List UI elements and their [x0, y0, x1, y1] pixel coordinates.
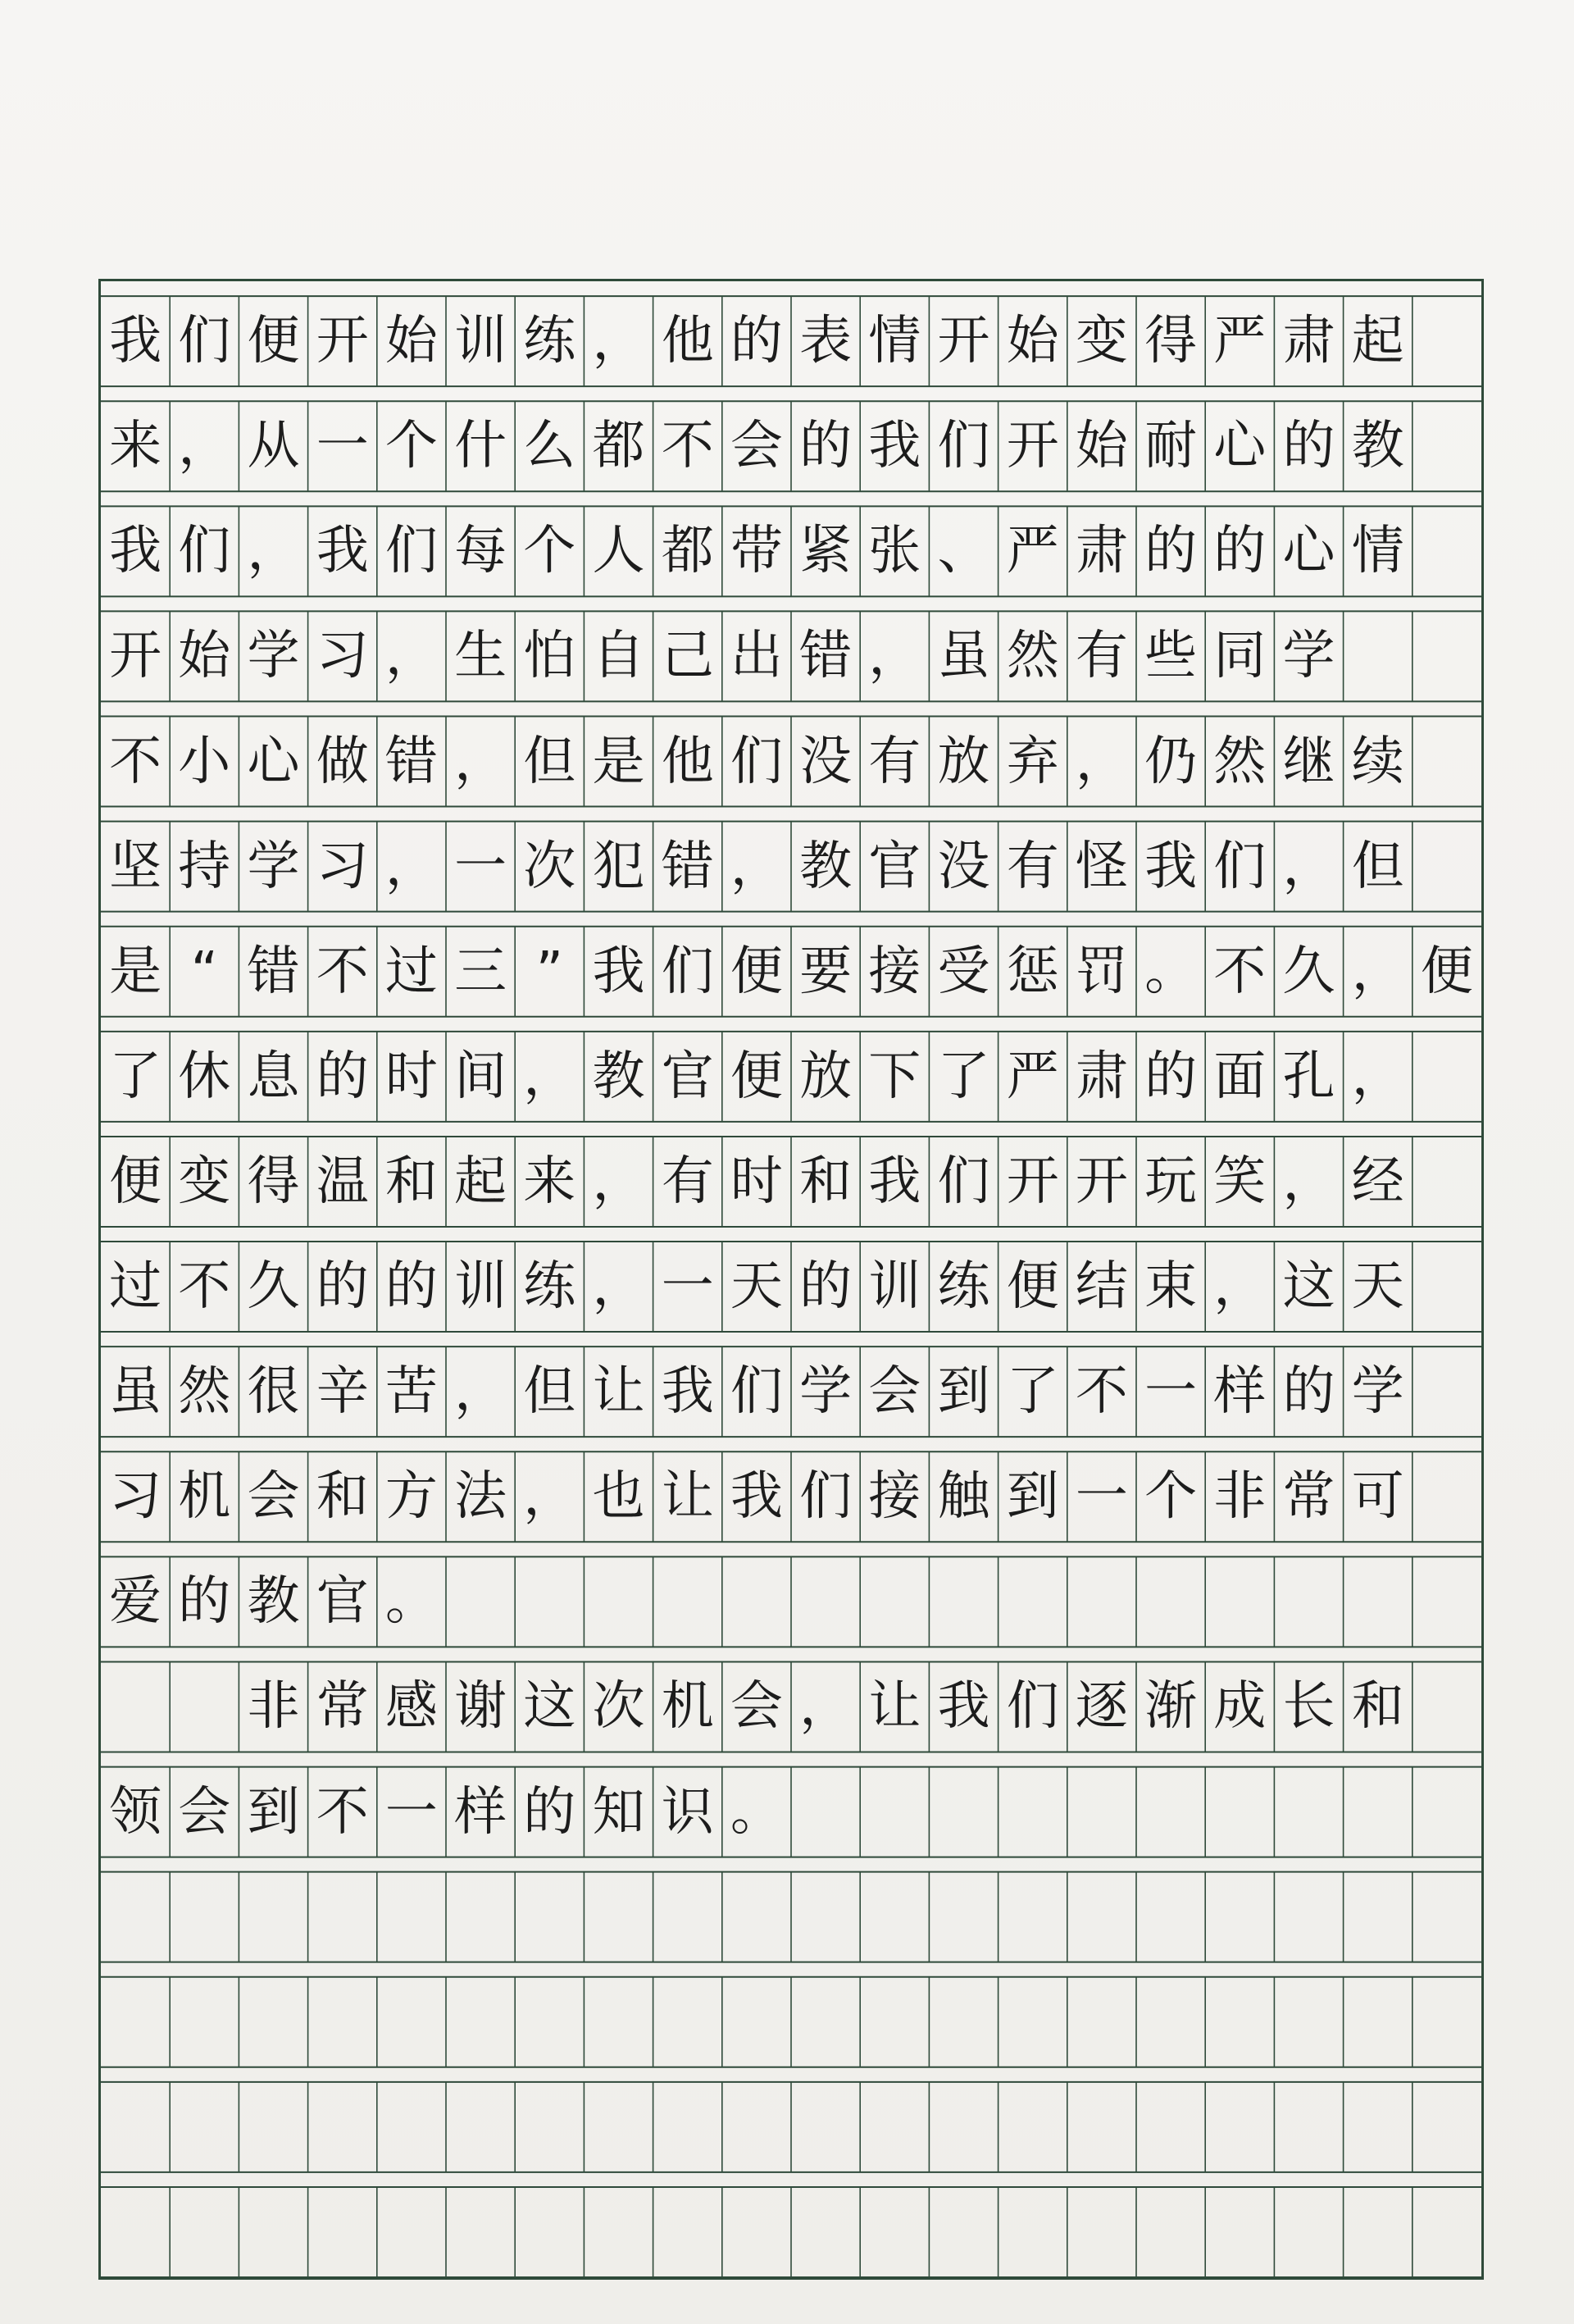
text-char: 和 [1351, 1676, 1404, 1738]
text-char: ” [535, 941, 563, 1002]
text-char: 我 [730, 1466, 783, 1528]
text-char: ， [1351, 941, 1404, 1002]
text-char: 我 [937, 1676, 990, 1738]
text-char: 们 [661, 941, 714, 1002]
text-char: 领 [109, 1781, 162, 1843]
text-char: 次 [592, 1676, 645, 1738]
text-char: “ [190, 941, 218, 1002]
text-char: 然 [178, 1361, 231, 1423]
text-char: 一 [661, 1256, 714, 1318]
text-char: 便 [1006, 1256, 1059, 1318]
text-char: 会 [247, 1466, 300, 1528]
text-char: 心 [1282, 521, 1335, 582]
text-char: 带 [730, 521, 783, 582]
text-char: 和 [316, 1466, 369, 1528]
text-char: 这 [1282, 1256, 1335, 1318]
text-char: 错 [384, 731, 438, 792]
text-char: 生 [454, 626, 507, 687]
text-char: 的 [178, 1571, 231, 1633]
text-char: 感 [384, 1676, 438, 1738]
text-char: 可 [1351, 1466, 1404, 1528]
text-char: 他 [661, 311, 714, 372]
text-char: 学 [247, 626, 300, 687]
text-char: 和 [799, 1151, 853, 1212]
text-char: 触 [937, 1466, 990, 1528]
text-char: 们 [799, 1466, 853, 1528]
text-char: 但 [523, 1361, 576, 1423]
text-char: 长 [1282, 1676, 1335, 1738]
text-char: 个 [523, 521, 576, 582]
text-char: 逐 [1075, 1676, 1128, 1738]
text-char: ， [1075, 731, 1128, 792]
text-char: 的 [799, 1256, 853, 1318]
text-char: 会 [868, 1361, 921, 1423]
text-char: 开 [1075, 1151, 1128, 1212]
text-char: ， [799, 1676, 853, 1738]
text-char: 不 [1075, 1361, 1128, 1423]
text-char: 息 [247, 1046, 300, 1107]
text-char: 很 [247, 1361, 300, 1423]
text-char: ， [1213, 1256, 1267, 1318]
text-char: 。 [384, 1571, 438, 1633]
text-char: 张 [868, 521, 921, 582]
text-char: 三 [454, 941, 507, 1002]
text-char: 们 [937, 416, 990, 477]
text-char: 休 [178, 1046, 231, 1107]
text-char: 会 [730, 416, 783, 477]
text-char: 训 [454, 311, 507, 372]
text-char: 续 [1351, 731, 1404, 792]
text-char: 放 [937, 731, 990, 792]
text-char: 间 [454, 1046, 507, 1107]
text-char: 学 [1351, 1361, 1404, 1423]
text-char: 小 [178, 731, 231, 792]
text-char: 弃 [1006, 731, 1059, 792]
text-char: 官 [316, 1571, 369, 1633]
text-char: 们 [384, 521, 438, 582]
text-char: ， [454, 1361, 507, 1423]
text-char: 己 [661, 626, 714, 687]
text-char: ， [178, 416, 231, 477]
text-char: 持 [178, 836, 231, 897]
text-char: 同 [1213, 626, 1267, 687]
text-char: 教 [1351, 416, 1404, 477]
text-char: 也 [592, 1466, 645, 1528]
text-char: 天 [1351, 1256, 1404, 1318]
text-char: 情 [1351, 521, 1404, 582]
text-char: 玩 [1144, 1151, 1198, 1212]
text-char: 什 [454, 416, 507, 477]
text-char: 开 [109, 626, 162, 687]
text-char: 让 [592, 1361, 645, 1423]
text-char: 我 [316, 521, 369, 582]
text-char: 训 [868, 1256, 921, 1318]
text-char: ， [730, 836, 783, 897]
text-char: 束 [1144, 1256, 1198, 1318]
text-char: 我 [109, 311, 162, 372]
text-char: 习 [109, 1466, 162, 1528]
text-char: 天 [730, 1256, 783, 1318]
text-char: 情 [868, 311, 921, 372]
text-char: 学 [1282, 626, 1335, 687]
text-char: 我 [868, 1151, 921, 1212]
text-char: 爱 [109, 1571, 162, 1633]
text-char: 但 [523, 731, 576, 792]
text-char: 怪 [1075, 836, 1128, 897]
text-char: 辛 [316, 1361, 369, 1423]
text-char: 们 [730, 1361, 783, 1423]
text-char: 起 [454, 1151, 507, 1212]
text-char: 时 [730, 1151, 783, 1212]
text-char: 会 [178, 1781, 231, 1843]
text-char: 开 [1006, 1151, 1059, 1212]
text-char: 练 [523, 311, 576, 372]
text-char: ， [523, 1046, 576, 1107]
text-char: 做 [316, 731, 369, 792]
text-char: 肃 [1075, 521, 1128, 582]
text-char: 面 [1213, 1046, 1267, 1107]
text-char: 惩 [1006, 941, 1059, 1002]
text-char: 学 [799, 1361, 853, 1423]
text-char: 了 [937, 1046, 990, 1107]
text-char: 的 [523, 1781, 576, 1843]
text-char: 这 [523, 1676, 576, 1738]
text-char: 一 [384, 1781, 438, 1843]
text-char: 让 [868, 1676, 921, 1738]
text-char: 的 [730, 311, 783, 372]
text-char: 们 [1006, 1676, 1059, 1738]
text-char: 一 [316, 416, 369, 477]
text-char: 经 [1351, 1151, 1404, 1212]
text-char: 到 [937, 1361, 990, 1423]
text-char: 肃 [1075, 1046, 1128, 1107]
text-char: 变 [178, 1151, 231, 1212]
text-char: 识 [661, 1781, 714, 1843]
text-char: 习 [316, 836, 369, 897]
text-char: 没 [937, 836, 990, 897]
text-char: 常 [1282, 1466, 1335, 1528]
text-char: 不 [316, 941, 369, 1002]
text-char: 有 [1075, 626, 1128, 687]
text-char: 我 [868, 416, 921, 477]
text-char: 都 [661, 521, 714, 582]
text-char: 机 [661, 1676, 714, 1738]
text-char: 始 [384, 311, 438, 372]
text-char: 开 [316, 311, 369, 372]
text-char: 要 [799, 941, 853, 1002]
text-char: 罚 [1075, 941, 1128, 1002]
text-char: 不 [1213, 941, 1267, 1002]
text-char: 但 [1351, 836, 1404, 897]
text-char: 知 [592, 1781, 645, 1843]
text-char: 和 [384, 1151, 438, 1212]
text-char: 教 [247, 1571, 300, 1633]
text-char: 过 [384, 941, 438, 1002]
text-char: ， [523, 1466, 576, 1528]
text-char [174, 1661, 234, 1752]
text-char: 会 [730, 1676, 783, 1738]
text-char: 始 [178, 626, 231, 687]
text-char: 练 [523, 1256, 576, 1318]
text-char: 始 [1006, 311, 1059, 372]
text-char [105, 1661, 166, 1752]
text-char: 不 [109, 731, 162, 792]
text-char: 我 [109, 521, 162, 582]
text-char: 的 [1282, 1361, 1335, 1423]
text-char: 开 [937, 311, 990, 372]
text-char: 们 [178, 521, 231, 582]
text-char: 放 [799, 1046, 853, 1107]
text-char: 到 [247, 1781, 300, 1843]
text-char: ， [592, 1151, 645, 1212]
text-char: 不 [661, 416, 714, 477]
text-char: 下 [868, 1046, 921, 1107]
text-char: 表 [799, 311, 853, 372]
text-char: 严 [1006, 1046, 1059, 1107]
text-char: 笑 [1213, 1151, 1267, 1212]
text-char: 心 [1213, 416, 1267, 477]
text-char: 来 [523, 1151, 576, 1212]
text-char: 仍 [1144, 731, 1198, 792]
text-char: 然 [1006, 626, 1059, 687]
text-char: 起 [1351, 311, 1404, 372]
text-char: 教 [592, 1046, 645, 1107]
text-char: ， [384, 626, 438, 687]
text-char: 方 [384, 1466, 438, 1528]
text-char: 久 [1282, 941, 1335, 1002]
text-char: ， [868, 626, 921, 687]
text-char: 官 [661, 1046, 714, 1107]
text-char: 谢 [454, 1676, 507, 1738]
text-char: 、 [937, 521, 990, 582]
text-char: 耐 [1144, 416, 1198, 477]
text-char: 官 [868, 836, 921, 897]
text-char: 是 [592, 731, 645, 792]
text-char: 我 [661, 1361, 714, 1423]
writing-grid [98, 279, 1484, 2280]
text-char: 继 [1282, 731, 1335, 792]
text-char: 来 [109, 416, 162, 477]
text-char: 一 [1144, 1361, 1198, 1423]
text-char: 们 [1213, 836, 1267, 897]
text-char: 他 [661, 731, 714, 792]
text-char: 便 [1420, 941, 1473, 1002]
text-char: 渐 [1144, 1676, 1198, 1738]
text-char: 都 [592, 416, 645, 477]
text-char: ， [384, 836, 438, 897]
text-char: 犯 [592, 836, 645, 897]
text-char: 苦 [384, 1361, 438, 1423]
text-char: 次 [523, 836, 576, 897]
text-char: 结 [1075, 1256, 1128, 1318]
text-char: 教 [799, 836, 853, 897]
text-char: 了 [1006, 1361, 1059, 1423]
text-char: 便 [730, 1046, 783, 1107]
text-char: 受 [937, 941, 990, 1002]
text-char: 些 [1144, 626, 1198, 687]
text-char: 怕 [523, 626, 576, 687]
text-char: 接 [868, 941, 921, 1002]
text-char: 出 [730, 626, 783, 687]
text-char: 我 [592, 941, 645, 1002]
text-char: 的 [1282, 416, 1335, 477]
text-char: 错 [661, 836, 714, 897]
text-char: 机 [178, 1466, 231, 1528]
text-char: 让 [661, 1466, 714, 1528]
text-char: 虽 [937, 626, 990, 687]
text-char: ， [1282, 836, 1335, 897]
text-char: 不 [316, 1781, 369, 1843]
text-char: 的 [799, 416, 853, 477]
text-char: 有 [661, 1151, 714, 1212]
text-char: 我 [1144, 836, 1198, 897]
text-char: 便 [109, 1151, 162, 1212]
text-char: 然 [1213, 731, 1267, 792]
text-char: 非 [1213, 1466, 1267, 1528]
text-char: 们 [730, 731, 783, 792]
text-char: 了 [109, 1046, 162, 1107]
text-char: 练 [937, 1256, 990, 1318]
text-char: 坚 [109, 836, 162, 897]
text-char: 成 [1213, 1676, 1267, 1738]
text-char: 法 [454, 1466, 507, 1528]
text-char: 一 [1075, 1466, 1128, 1528]
text-char: 们 [178, 311, 231, 372]
text-char: 到 [1006, 1466, 1059, 1528]
text-char: ， [592, 311, 645, 372]
text-char: 开 [1006, 416, 1059, 477]
text-char: ， [454, 731, 507, 792]
text-char: 时 [384, 1046, 438, 1107]
text-char: ， [1282, 1151, 1335, 1212]
text-char: 过 [109, 1256, 162, 1318]
text-char: 虽 [109, 1361, 162, 1423]
text-char: 个 [1144, 1466, 1198, 1528]
text-char: ， [247, 521, 300, 582]
text-char: 有 [868, 731, 921, 792]
text-char: 严 [1006, 521, 1059, 582]
text-char: 的 [1144, 521, 1198, 582]
text-char: 便 [730, 941, 783, 1002]
text-char: 肃 [1282, 311, 1335, 372]
text-char: ， [592, 1256, 645, 1318]
text-char: 严 [1213, 311, 1267, 372]
text-char: 紧 [799, 521, 853, 582]
text-char: 孔 [1282, 1046, 1335, 1107]
text-char: 的 [1213, 521, 1267, 582]
text-char: 的 [316, 1256, 369, 1318]
text-char: 久 [247, 1256, 300, 1318]
text-char: 们 [937, 1151, 990, 1212]
text-char: 从 [247, 416, 300, 477]
text-char: 得 [247, 1151, 300, 1212]
text-char: 人 [592, 521, 645, 582]
text-char: 的 [1144, 1046, 1198, 1107]
grid-lines [101, 281, 1481, 2277]
text-char: 便 [247, 311, 300, 372]
text-char: 么 [523, 416, 576, 477]
text-char: ， [1351, 1046, 1404, 1107]
text-char: 一 [454, 836, 507, 897]
text-char: 的 [316, 1046, 369, 1107]
text-char: 。 [1144, 941, 1198, 1002]
text-char: 始 [1075, 416, 1128, 477]
text-char: 心 [247, 731, 300, 792]
text-char: 个 [384, 416, 438, 477]
text-char: 不 [178, 1256, 231, 1318]
text-char: 样 [1213, 1361, 1267, 1423]
text-char: 学 [247, 836, 300, 897]
text-char: 错 [247, 941, 300, 1002]
text-char: 训 [454, 1256, 507, 1318]
text-char: 是 [109, 941, 162, 1002]
text-char: 常 [316, 1676, 369, 1738]
text-char: 非 [247, 1676, 300, 1738]
text-char: 每 [454, 521, 507, 582]
text-char: 的 [384, 1256, 438, 1318]
text-char: 。 [730, 1781, 783, 1843]
text-char: 得 [1144, 311, 1198, 372]
text-char: 自 [592, 626, 645, 687]
text-char: 有 [1006, 836, 1059, 897]
text-char: 变 [1075, 311, 1128, 372]
text-char: 温 [316, 1151, 369, 1212]
text-char: 习 [316, 626, 369, 687]
text-char: 没 [799, 731, 853, 792]
text-char: 接 [868, 1466, 921, 1528]
text-char: 错 [799, 626, 853, 687]
text-char: 样 [454, 1781, 507, 1843]
